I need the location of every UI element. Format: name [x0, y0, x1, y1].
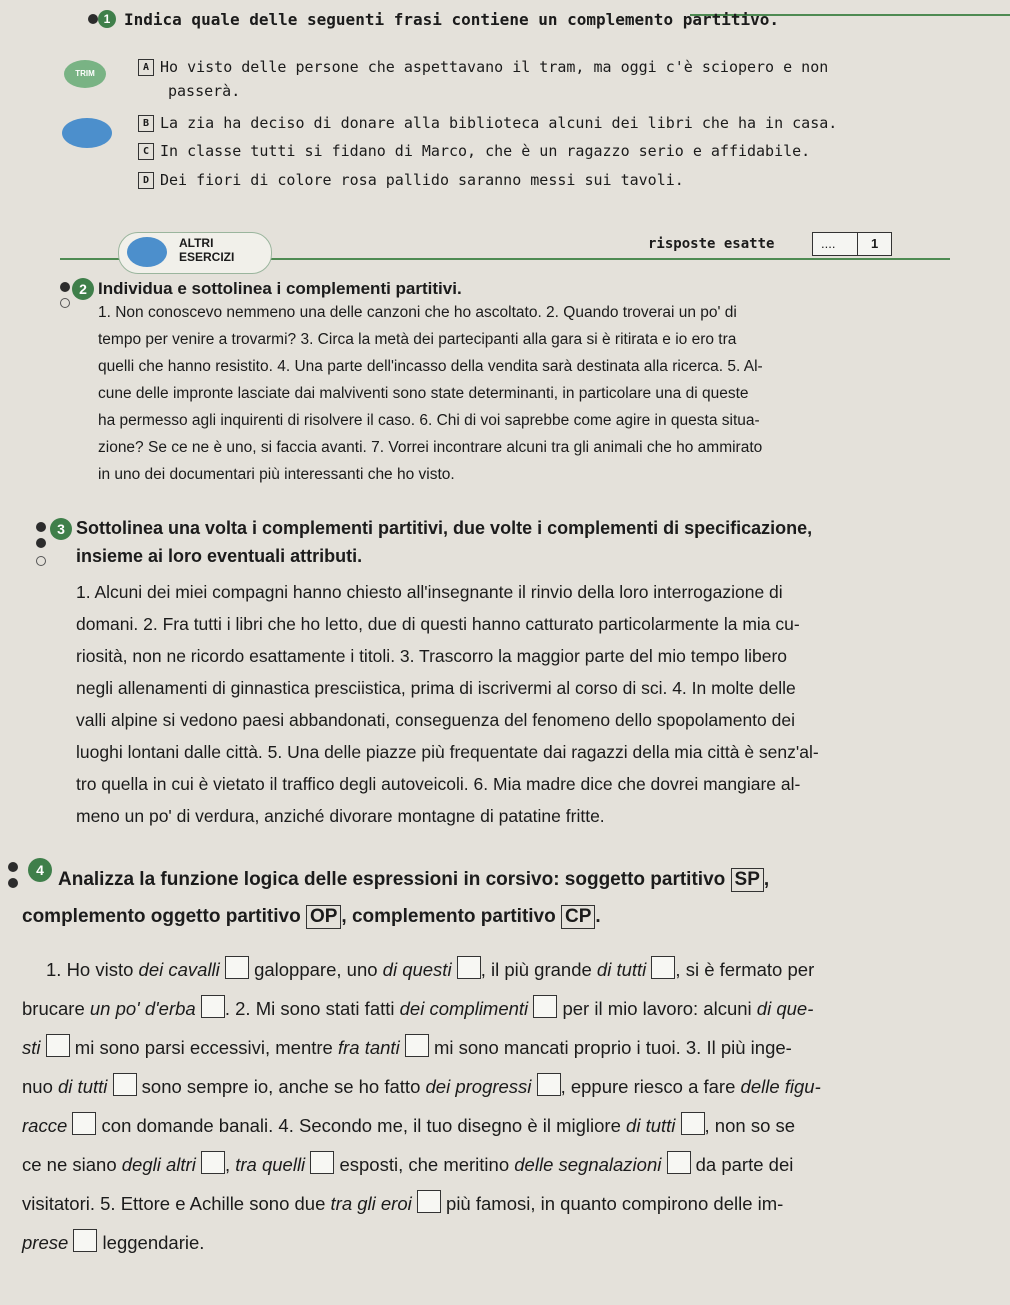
exercise4-instruction: Analizza la funzione logica delle espressioni in corsivo: soggetto partitivo SP ,	[58, 869, 770, 890]
exercise2-line: in uno dei documentari più interessanti che ho visto.	[98, 466, 455, 483]
option-text: Ho visto delle persone che aspettavano il tram, ma oggi c'è sciopero e non	[160, 58, 829, 76]
answer-box[interactable]	[405, 1034, 429, 1057]
difficulty-dot	[60, 282, 70, 292]
exercise1-number: 1	[98, 10, 116, 28]
checkmark-icon	[127, 237, 167, 267]
answer-box[interactable]	[651, 956, 675, 979]
exercise1-option-d	[138, 171, 684, 189]
exercise2-instruction: Individua e sottolinea i complementi partitivi.	[98, 279, 462, 298]
tag-cp: CP	[561, 905, 595, 929]
exercise2-line: 1. Non conoscevo nemmeno una delle canzoni che ho ascoltato. 2. Quando troverai un po' di	[98, 304, 737, 321]
answer-box[interactable]	[533, 995, 557, 1018]
answer-box[interactable]	[667, 1151, 691, 1174]
difficulty-dot	[8, 862, 18, 872]
exercise1-option-b	[138, 114, 837, 132]
answer-box[interactable]	[537, 1073, 561, 1096]
option-text: La zia ha deciso di donare alla biblioteca alcuni dei libri che ha in casa.	[160, 114, 838, 132]
risposte-label: risposte esatte	[648, 236, 775, 252]
exercise3-line: riosità, non ne ricordo esattamente i titoli. 3. Trascorro la maggior parte del mio tempo libero	[76, 646, 788, 666]
answer-box[interactable]	[457, 956, 481, 979]
option-letter: A	[138, 59, 154, 76]
exercise2-line: ha permesso agli inquirenti di risolvere il caso. 6. Chi di voi saprebbe come agire in questa situa-	[98, 412, 760, 429]
difficulty-dot	[36, 538, 46, 548]
exercise3-line: valli alpine si vedono paesi abbandonati, conseguenza del fenomeno dello spopolamento dei	[76, 710, 795, 730]
difficulty-dot	[8, 878, 18, 888]
exercise4-line-4: nuo di tutti sono sempre io, anche se ho fatto dei progressi , eppure riesco a fare delle figu-	[22, 1073, 821, 1098]
answer-box[interactable]	[113, 1073, 137, 1096]
altri-esercizi-label: ALTRI ESERCIZI	[179, 236, 235, 264]
exercise3-instruction: Sottolinea una volta i complementi partitivi, due volte i complementi di specificazione,	[76, 518, 813, 538]
option-letter: B	[138, 115, 154, 132]
option-text: In classe tutti si fidano di Marco, che è un ragazzo serio e affidabile.	[160, 142, 811, 160]
exercise3-line: negli allenamenti di ginnastica presciistica, prima di iscrivermi al corso di sci. 4. In molte delle	[76, 678, 796, 698]
option-letter: D	[138, 172, 154, 189]
exercise4-line-2: brucare un po' d'erba . 2. Mi sono stati fatti dei complimenti per il mio lavoro: alcuni di que-	[22, 995, 813, 1020]
tag-op: OP	[306, 905, 341, 929]
exercise3-line: 1. Alcuni dei miei compagni hanno chiesto all'insegnante il rinvio della loro interrogazione di	[76, 582, 783, 602]
exercise2-line: cune delle impronte lasciate dai malviventi sono state determinanti, in particolare una di queste	[98, 385, 749, 402]
exercise4-line-1: 1. Ho visto dei cavalli galoppare, uno di questi , il più grande di tutti , si è fermato per	[46, 956, 814, 981]
exercise3-line: meno un po' di verdura, anziché divorare montagne di patatine fritte.	[76, 806, 605, 826]
answer-box[interactable]	[310, 1151, 334, 1174]
exercise4-number: 4	[28, 858, 52, 882]
answer-box[interactable]	[225, 956, 249, 979]
score-box[interactable]	[812, 232, 892, 256]
exercise1-option-a	[138, 58, 828, 76]
option-text: Dei fiori di colore rosa pallido saranno messi sui tavoli.	[160, 171, 684, 189]
exercise2-line: tempo per venire a trovarmi? 3. Circa la metà dei partecipanti alla gara si è ritirata e io ero tra	[98, 331, 737, 348]
answer-box[interactable]	[681, 1112, 705, 1135]
difficulty-dot	[88, 14, 98, 24]
exercise4-instruction-cont: complemento oggetto partitivo OP , complemento partitivo CP .	[22, 906, 601, 927]
exercise3-line: tro quella in cui è vietato il traffico degli autoveicoli. 6. Mia madre dice che dovrei mangiare al-	[76, 774, 801, 794]
exercise3-instruction-cont: insieme ai loro eventuali attributi.	[76, 546, 363, 566]
exercise1-instruction: Indica quale delle seguenti frasi contiene un complemento partitivo.	[124, 10, 780, 29]
difficulty-ring	[36, 556, 46, 566]
exercise4-line-8: prese leggendarie.	[22, 1229, 204, 1254]
difficulty-dot	[36, 522, 46, 532]
answer-box[interactable]	[73, 1229, 97, 1252]
exercise3-line: domani. 2. Fra tutti i libri che ho letto, due di questi hanno catturato particolarmente la mia cu-	[76, 614, 800, 634]
answer-box[interactable]	[201, 1151, 225, 1174]
option-letter: C	[138, 143, 154, 160]
trim-badge: TRIM	[64, 60, 106, 88]
exercise4-line-3: sti mi sono parsi eccessivi, mentre fra tanti mi sono mancati proprio i tuoi. 3. Il più inge-	[22, 1034, 792, 1059]
exercise2-line: zione? Se ce ne è uno, si faccia avanti. 7. Vorrei incontrare alcuni tra gli animali che ho ammirato	[98, 439, 763, 456]
exercise2-number: 2	[72, 278, 94, 300]
exercise2-line: quelli che hanno resistito. 4. Una parte dell'incasso della vendita sarà destinata alla ricerca. 5. Al-	[98, 358, 763, 375]
exercise4-line-5: racce con domande banali. 4. Secondo me, il tuo disegno è il migliore di tutti , non so se	[22, 1112, 795, 1137]
difficulty-ring	[60, 298, 70, 308]
answer-box[interactable]	[46, 1034, 70, 1057]
checkmark-icon	[62, 118, 112, 148]
altri-esercizi-button[interactable]	[118, 232, 272, 274]
answer-box[interactable]	[417, 1190, 441, 1213]
score-blank: ....	[821, 236, 836, 251]
exercise1-option-c	[138, 142, 810, 160]
exercise1-option-a-cont: passerà.	[168, 82, 241, 100]
tag-sp: SP	[731, 868, 764, 892]
exercise4-line-6: ce ne siano degli altri , tra quelli esposti, che meritino delle segnalazioni da parte dei	[22, 1151, 793, 1176]
answer-box[interactable]	[201, 995, 225, 1018]
score-total: 1	[871, 236, 879, 251]
exercise3-number: 3	[50, 518, 72, 540]
exercise4-line-7: visitatori. 5. Ettore e Achille sono due tra gli eroi più famosi, in quanto compirono delle im-	[22, 1190, 783, 1215]
exercise3-line: luoghi lontani dalle città. 5. Una delle piazze più frequentate dai ragazzi della mia città è senz'al-	[76, 742, 819, 762]
answer-box[interactable]	[72, 1112, 96, 1135]
